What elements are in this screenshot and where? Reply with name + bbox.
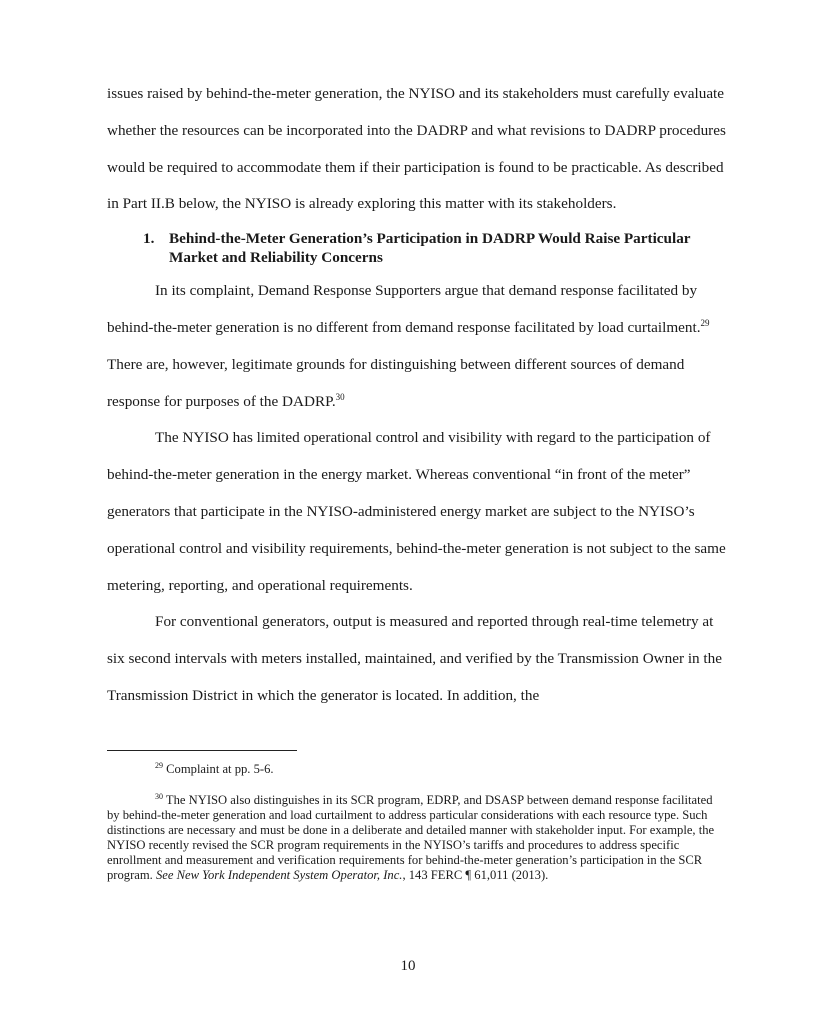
paragraph-complaint-text-2: There are, however, legitimate grounds for distinguishing between different sources of demand response for purposes of the DADRP. bbox=[107, 355, 685, 410]
paragraph-conventional-generators: For conventional generators, output is measured and reported through real-time telemetry at six second intervals with meters installed, maintained, and verified by the Transmission Owner in the Transmission District in which the generator is located. In addition, the bbox=[107, 613, 722, 704]
section-heading bbox=[143, 229, 727, 267]
footnote-29-text: Complaint at pp. 5-6. bbox=[163, 762, 274, 776]
paragraph-continuation: issues raised by behind-the-meter generation, the NYISO and its stakeholders must carefully evaluate whether the resources can be incorporated into the DADRP and what revisions to DADRP procedures would be required to accommodate them if their participation is found to be practicable. As described in Part II.B below, the NYISO is already exploring this matter with its stakeholders. bbox=[107, 85, 726, 213]
body-text bbox=[107, 76, 727, 715]
footnote-ref-29[interactable]: 29 bbox=[700, 317, 710, 328]
paragraph-complaint-text-1: In its complaint, Demand Response Supporters argue that demand response facilitated by behind-the-meter generation is no different from demand response facilitated by load curtailment. bbox=[107, 282, 701, 336]
page-number: 10 bbox=[400, 958, 416, 974]
footnote-29 bbox=[107, 762, 727, 777]
footnotes bbox=[107, 762, 727, 899]
footnote-30-citation: See New York Independent System Operator, Inc. bbox=[155, 868, 403, 882]
paragraph-complaint bbox=[107, 273, 727, 420]
footnote-separator bbox=[107, 750, 297, 751]
section-heading-text: Behind-the-Meter Generation’s Participation in DADRP Would Raise Particular Market and Reliability Concerns bbox=[169, 230, 691, 267]
footnote-30-text: The NYISO also distinguishes in its SCR program, EDRP, and DSASP between demand response facilitated by behind-the-meter generation and load curtailment to address particular considerations with each resource type. Such distinctions are necessary and must be done in a deliberate and detailed manner with stakeholder input. For example, the NYISO recently revised the SCR program requirements in the NYISO’s tariffs and procedures to address specific enrollment and measurement and verification requirements for behind-the-meter generation’s participation in the SCR program. bbox=[107, 793, 715, 882]
paragraph-operational-control: The NYISO has limited operational control and visibility with regard to the participation of behind-the-meter generation in the energy market. Whereas conventional “in front of the meter” generators that participate in the NYISO-administered energy market are subject to the NYISO’s operational control and visibility requirements, behind-the-meter generation is not subject to the same metering, reporting, and operational requirements. bbox=[107, 429, 726, 594]
footnote-30 bbox=[107, 793, 727, 883]
footnote-30-citation-rest: , 143 FERC ¶ 61,011 (2013). bbox=[402, 868, 549, 882]
footnote-29-number: 29 bbox=[155, 761, 163, 770]
footnote-ref-30[interactable]: 30 bbox=[335, 391, 345, 402]
section-heading-number: 1. bbox=[143, 230, 155, 248]
footnote-30-number: 30 bbox=[155, 792, 163, 801]
